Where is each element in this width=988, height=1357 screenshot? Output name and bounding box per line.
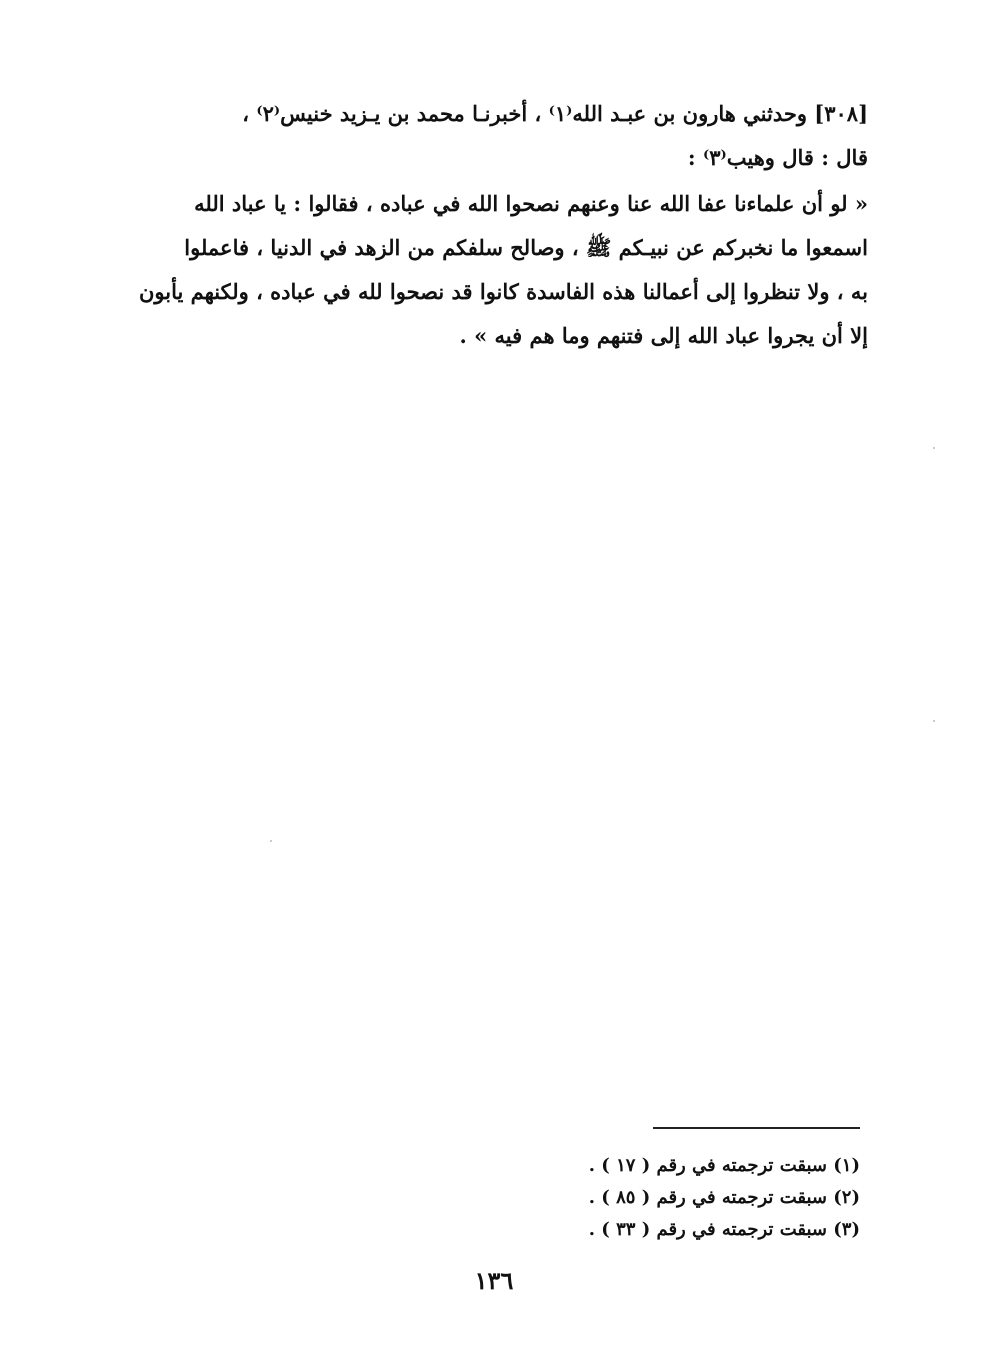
narration-line-1: [٣٠٨] وحدثني هارون بن عبـد الله⁽١⁾ ، أخبرنـا محمد بن يـزيد خنيس⁽٢⁾ ، — [242, 101, 868, 126]
footnote-3: (٣) سبقت ترجمته في رقم ( ٣٣ ) . — [588, 1219, 860, 1240]
quote-line: إلا أن يجروا عباد الله إلى فتنهم وما هم فيه » . — [459, 323, 868, 348]
footnote-2: (٢) سبقت ترجمته في رقم ( ٨٥ ) . — [588, 1187, 860, 1208]
scan-speck — [270, 840, 272, 842]
footnotes — [460, 1150, 860, 1246]
footnote-1: (١) سبقت ترجمته في رقم ( ١٧ ) . — [588, 1155, 860, 1176]
hadith-narration-chain — [108, 92, 868, 180]
scan-speck — [933, 720, 935, 722]
quote-line: اسمعوا ما نخبركم عن نبيـكم ﷺ ، وصالح سلفكم من الزهد في الدنيا ، فاعملوا — [184, 235, 868, 260]
footnote-divider — [653, 1127, 860, 1129]
quoted-text — [108, 182, 868, 358]
scan-speck — [933, 447, 935, 449]
page-number: ١٣٦ — [474, 1266, 514, 1295]
quote-line: « لو أن علماءنا عفا الله عنا وعنهم نصحوا الله في عباده ، فقالوا : يا عباد الله — [194, 191, 868, 216]
narration-line-2: قال : قال وهيب⁽٣⁾ : — [687, 145, 868, 170]
quote-line: به ، ولا تنظروا إلى أعمالنا هذه الفاسدة كانوا قد نصحوا لله في عباده ، ولكنهم يأبون — [138, 279, 868, 304]
